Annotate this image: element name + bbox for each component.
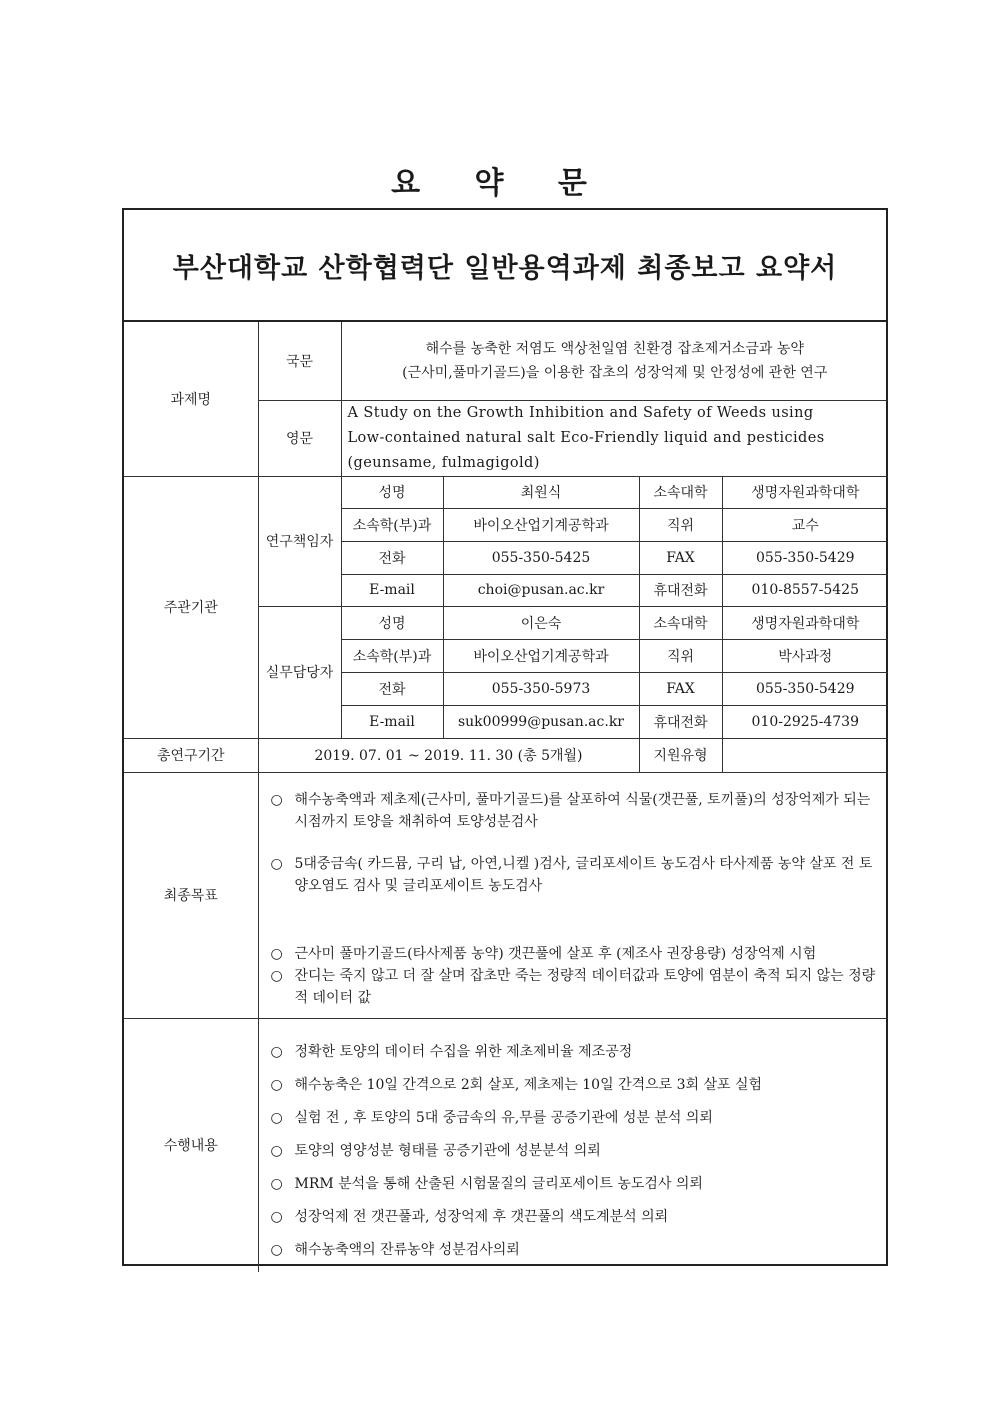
work-text: 정확한 토양의 데이터 수집을 위한 제초제비율 제조공정 <box>294 1043 633 1060</box>
manager-name: 이은숙 <box>443 606 639 639</box>
bullet: ○ <box>270 967 283 984</box>
english-title <box>341 400 888 476</box>
bullet: ○ <box>270 1208 283 1225</box>
researcher-name-label: 성명 <box>341 476 443 508</box>
host-label: 주관기관 <box>124 476 258 738</box>
manager-email-label: E-mail <box>341 705 443 738</box>
work-item <box>271 1140 877 1162</box>
manager-phone-label: 전화 <box>341 672 443 705</box>
work-label: 수행내용 <box>124 1018 258 1272</box>
work-item <box>271 1107 877 1129</box>
researcher-phone: 055-350-5425 <box>443 541 639 574</box>
summary-frame <box>122 208 888 1266</box>
summary-table <box>124 322 888 1272</box>
researcher-dept: 바이오산업기계공학과 <box>443 508 639 541</box>
period-value: 2019. 07. 01 ~ 2019. 11. 30 (총 5개월) <box>258 738 639 772</box>
work-item <box>271 1173 877 1195</box>
bullet: ○ <box>270 1241 283 1258</box>
researcher-position-label: 직위 <box>639 508 722 541</box>
researcher-email-label: E-mail <box>341 574 443 606</box>
bullet: ○ <box>270 1076 283 1093</box>
work-text: 해수농축은 10일 간격으로 2회 살포, 제초제는 10일 간격으로 3회 살포 실험 <box>294 1076 763 1093</box>
work-item <box>271 1074 877 1096</box>
bullet: ○ <box>270 1142 283 1159</box>
goal-text: 근사미 풀마기골드(타사제품 농약) 갯끈풀에 살포 후 (제조사 권장용량) 성장억제 시험 <box>294 945 817 962</box>
manager-fax: 055-350-5429 <box>722 672 888 705</box>
korean-title-line: 해수를 농축한 저염도 액상천일염 친환경 잡초제거소금과 농약 <box>425 340 804 357</box>
english-title-label: 영문 <box>258 400 341 476</box>
manager-dept: 바이오산업기계공학과 <box>443 639 639 672</box>
page-title: 요 약 문 <box>391 166 609 201</box>
work-item <box>271 1206 877 1228</box>
goal-text: 5대중금속( 카드뮴, 구리 납, 아연,니켈 )검사, 글리포세이트 농도검사 타사제품 농약 살포 전 토양오염도 검사 및 글리포세이트 농도검사 <box>294 855 873 894</box>
manager-name-label: 성명 <box>341 606 443 639</box>
researcher-phone-label: 전화 <box>341 541 443 574</box>
researcher-mobile-label: 휴대전화 <box>639 574 722 606</box>
goal-item <box>271 965 877 1009</box>
english-title-line: Low-contained natural salt Eco-Friendly liquid and pesticides <box>347 429 825 446</box>
work-text: 성장억제 전 갯끈풀과, 성장억제 후 갯끈풀의 색도계분석 의뢰 <box>294 1208 669 1225</box>
manager-position-label: 직위 <box>639 639 722 672</box>
support-type-label: 지원유형 <box>639 738 722 772</box>
researcher-name: 최원식 <box>443 476 639 508</box>
manager-email[interactable]: suk00999@pusan.ac.kr <box>443 705 639 738</box>
bullet: ○ <box>270 1109 283 1126</box>
work-text: 해수농축액의 잔류농약 성분검사의뢰 <box>294 1241 520 1258</box>
period-label: 총연구기간 <box>124 738 258 772</box>
researcher-email[interactable]: choi@pusan.ac.kr <box>443 574 639 606</box>
english-title-line: A Study on the Growth Inhibition and Safety of Weeds using <box>347 404 814 421</box>
researcher-dept-label: 소속학(부)과 <box>341 508 443 541</box>
bullet: ○ <box>270 791 283 808</box>
korean-title-line: (근사미,풀마기골드)을 이용한 잡초의 성장억제 및 안정성에 관한 연구 <box>402 364 828 381</box>
researcher-mobile: 010-8557-5425 <box>722 574 888 606</box>
goal-item <box>271 853 877 897</box>
korean-title <box>341 322 888 400</box>
goal-text: 해수농축액과 제초제(근사미, 풀마기골드)를 살포하여 식물(갯끈풀, 토끼풀)의 성장억제가 되는 시점까지 토양을 채취하여 토양성분검사 <box>294 791 871 830</box>
researcher-fax: 055-350-5429 <box>722 541 888 574</box>
goals-label: 최종목표 <box>124 772 258 1018</box>
work-item <box>271 1239 877 1261</box>
manager-college-label: 소속대학 <box>639 606 722 639</box>
work-text: 실험 전 , 후 토양의 5대 중금속의 유,무를 공증기관에 성분 분석 의뢰 <box>294 1109 713 1126</box>
goals-list <box>258 772 888 1018</box>
manager-mobile: 010-2925-4739 <box>722 705 888 738</box>
work-text: MRM 분석을 통해 산출된 시험물질의 글리포세이트 농도검사 의뢰 <box>294 1175 703 1192</box>
bullet: ○ <box>270 1175 283 1192</box>
korean-title-label: 국문 <box>258 322 341 400</box>
manager-fax-label: FAX <box>639 672 722 705</box>
support-type-value <box>722 738 888 772</box>
project-name-label: 과제명 <box>124 322 258 476</box>
manager-role: 실무담당자 <box>258 606 341 738</box>
researcher-college: 생명자원과학대학 <box>722 476 888 508</box>
goal-item <box>271 943 877 965</box>
manager-college: 생명자원과학대학 <box>722 606 888 639</box>
work-list <box>258 1018 888 1272</box>
researcher-role: 연구책임자 <box>258 476 341 606</box>
bullet: ○ <box>270 855 283 872</box>
work-item <box>271 1041 877 1063</box>
researcher-college-label: 소속대학 <box>639 476 722 508</box>
work-text: 토양의 영양성분 형태를 공증기관에 성분분석 의뢰 <box>294 1142 601 1159</box>
researcher-position: 교수 <box>722 508 888 541</box>
researcher-fax-label: FAX <box>639 541 722 574</box>
manager-mobile-label: 휴대전화 <box>639 705 722 738</box>
goal-item <box>271 789 877 833</box>
bullet: ○ <box>270 1043 283 1060</box>
main-title: 부산대학교 산학협력단 일반용역과제 최종보고 요약서 <box>124 210 886 322</box>
manager-position: 박사과정 <box>722 639 888 672</box>
manager-dept-label: 소속학(부)과 <box>341 639 443 672</box>
english-title-line: (geunsame, fulmagigold) <box>347 454 540 471</box>
bullet: ○ <box>270 945 283 962</box>
manager-phone: 055-350-5973 <box>443 672 639 705</box>
goal-text: 잔디는 죽지 않고 더 잘 살며 잡초만 죽는 정량적 데이터값과 토양에 염분이 축적 되지 않는 정량적 데이터 값 <box>294 967 876 1006</box>
